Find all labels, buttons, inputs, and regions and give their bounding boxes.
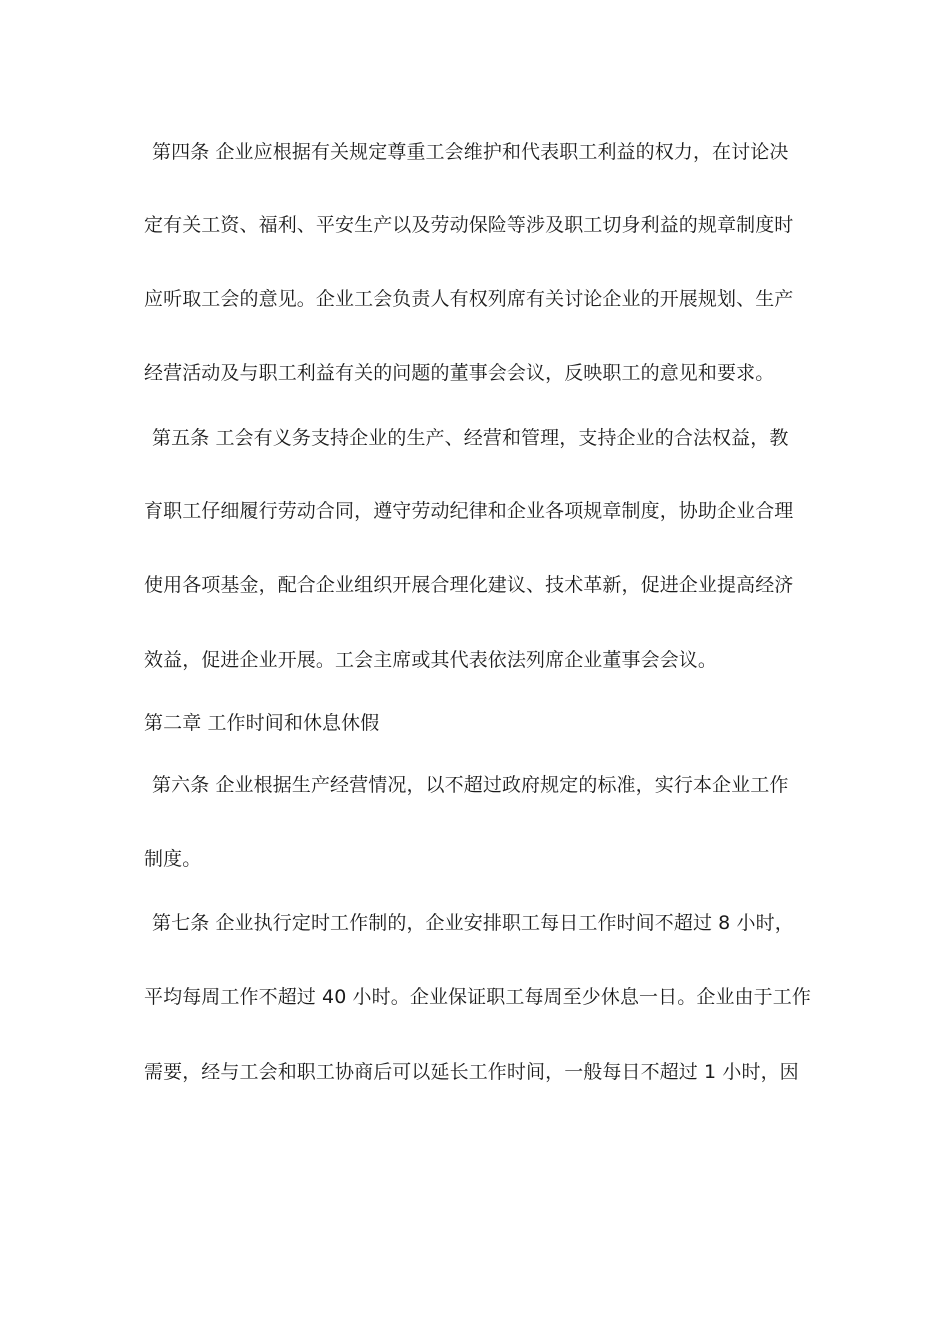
article-5-line-1: 第五条 工会有义务支持企业的生产、经营和管理，支持企业的合法权益，教 bbox=[152, 427, 789, 449]
article-4-line-3: 应听取工会的意见。企业工会负责人有权列席有关讨论企业的开展规划、生产 bbox=[144, 288, 794, 310]
article-5-line-3: 使用各项基金，配合企业组织开展合理化建议、技术革新，促进企业提高经济 bbox=[144, 574, 794, 596]
article-6-line-2: 制度。 bbox=[144, 848, 202, 870]
article-7-line-3: 需要，经与工会和职工协商后可以延长工作时间，一般每日不超过 1 小时，因 bbox=[144, 1061, 799, 1083]
article-7-line-1: 第七条 企业执行定时工作制的，企业安排职工每日工作时间不超过 8 小时， bbox=[152, 912, 794, 934]
article-4-line-1: 第四条 企业应根据有关规定尊重工会维护和代表职工利益的权力，在讨论决 bbox=[152, 141, 789, 163]
article-5-line-2: 育职工仔细履行劳动合同，遵守劳动纪律和企业各项规章制度，协助企业合理 bbox=[144, 500, 794, 522]
article-4-line-2: 定有关工资、福利、平安生产以及劳动保险等涉及职工切身利益的规章制度时 bbox=[144, 214, 794, 236]
article-7-line-2: 平均每周工作不超过 40 小时。企业保证职工每周至少休息一日。企业由于工作 bbox=[144, 986, 811, 1008]
article-6-line-1: 第六条 企业根据生产经营情况，以不超过政府规定的标准，实行本企业工作 bbox=[152, 774, 789, 796]
chapter-2-heading: 第二章 工作时间和休息休假 bbox=[144, 712, 380, 734]
article-5-line-4: 效益，促进企业开展。工会主席或其代表依法列席企业董事会会议。 bbox=[144, 649, 718, 671]
article-4-line-4: 经营活动及与职工利益有关的问题的董事会会议，反映职工的意见和要求。 bbox=[144, 362, 775, 384]
